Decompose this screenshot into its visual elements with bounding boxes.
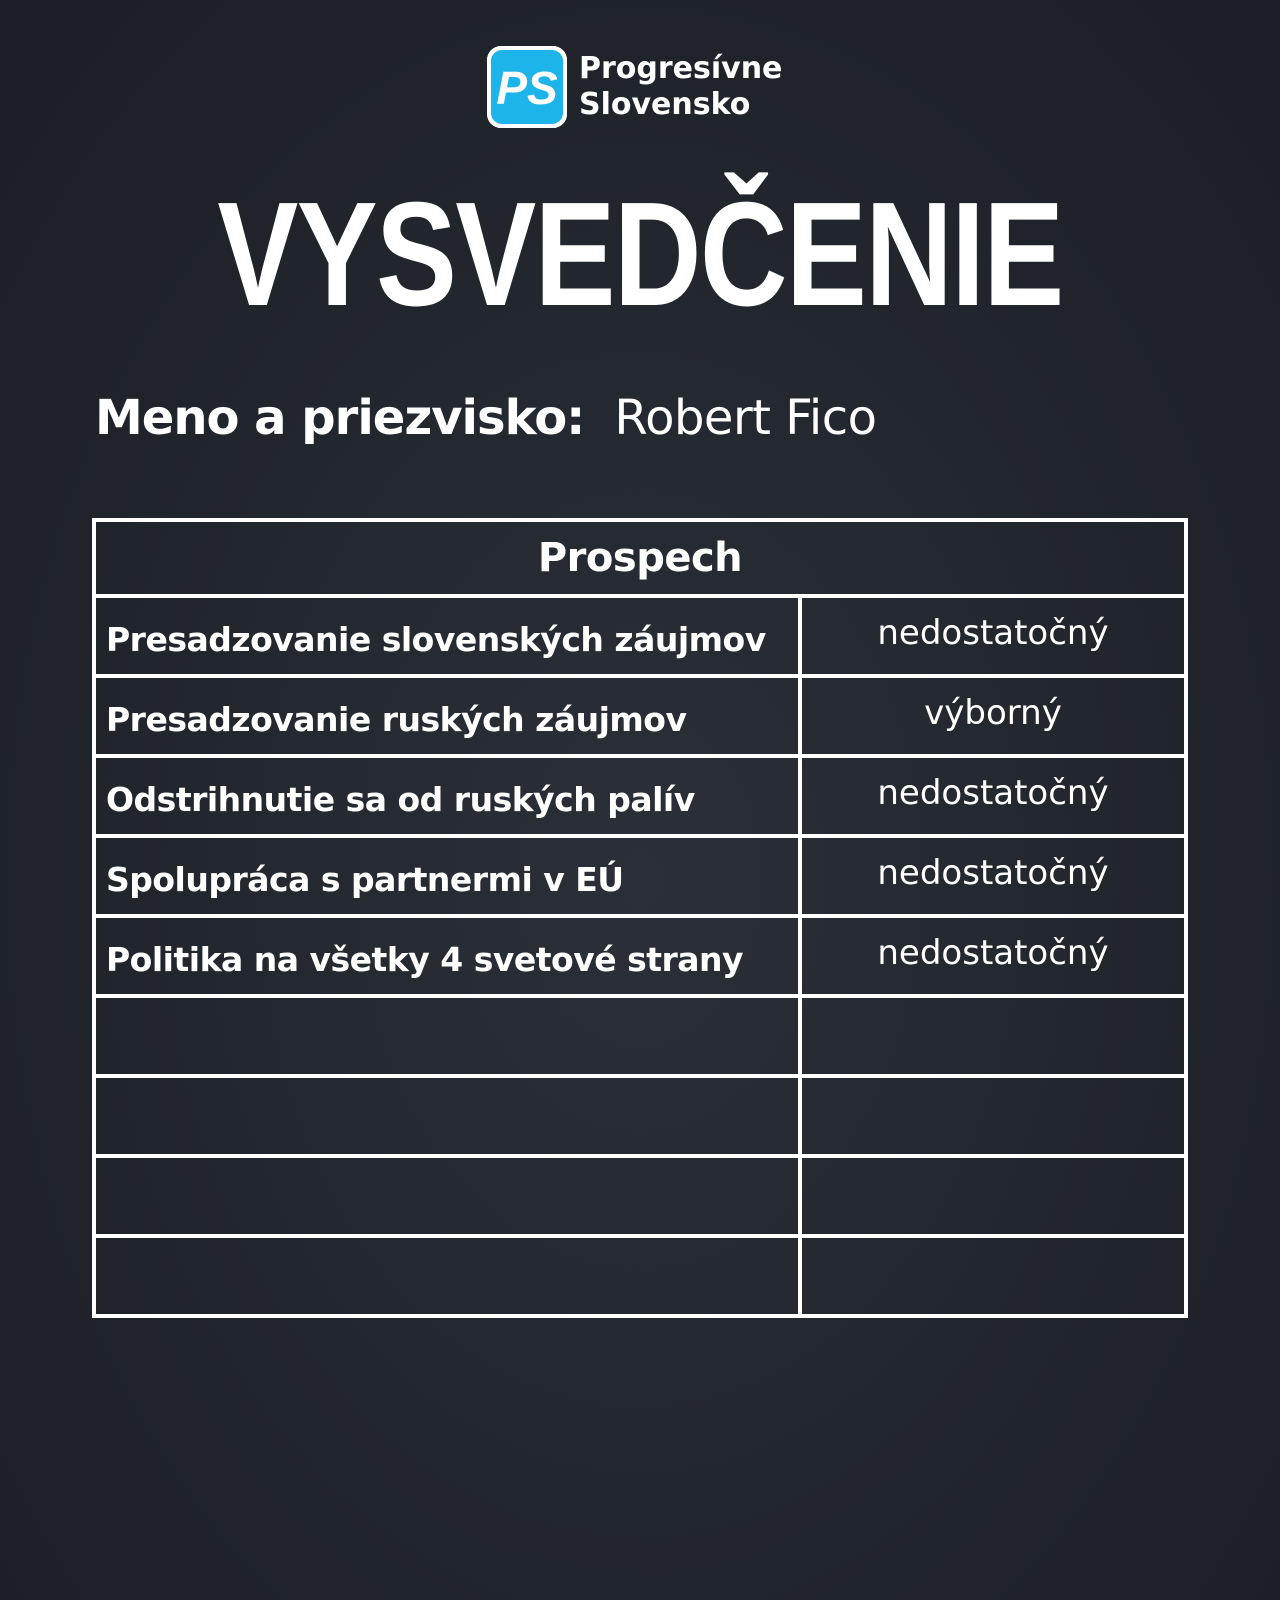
grade-cell [800, 1156, 1186, 1236]
subject-cell [94, 1156, 800, 1236]
ps-logo-icon [487, 46, 567, 128]
table-row [94, 916, 1186, 996]
page-title: VYSVEDČENIE [217, 172, 1063, 337]
table-header-row [94, 520, 1186, 596]
grade-cell: výborný [800, 676, 1186, 756]
name-row [95, 390, 876, 446]
svg-text:PS: PS [496, 62, 558, 114]
grade-cell: nedostatočný [800, 916, 1186, 996]
grades-table [92, 518, 1188, 1318]
grade-cell [800, 996, 1186, 1076]
table-row [94, 996, 1186, 1076]
grade-cell [800, 1236, 1186, 1316]
subject-cell [94, 996, 800, 1076]
table-row [94, 1236, 1186, 1316]
grade-cell: nedostatočný [800, 756, 1186, 836]
logo-wordmark [579, 51, 782, 123]
logo-line-2: Slovensko [579, 87, 751, 122]
subject-cell: Spolupráca s partnermi v EÚ [94, 836, 800, 916]
table-row [94, 756, 1186, 836]
table-row [94, 1156, 1186, 1236]
subject-cell: Presadzovanie ruských záujmov [94, 676, 800, 756]
subject-cell [94, 1236, 800, 1316]
subject-cell: Odstrihnutie sa od ruských palív [94, 756, 800, 836]
table-header: Prospech [94, 520, 1186, 596]
subject-cell [94, 1076, 800, 1156]
name-label: Meno a priezvisko: [95, 390, 585, 446]
party-logo [487, 46, 782, 128]
subject-cell: Presadzovanie slovenských záujmov [94, 596, 800, 676]
grade-cell: nedostatočný [800, 596, 1186, 676]
table-row [94, 676, 1186, 756]
table-row [94, 596, 1186, 676]
subject-cell: Politika na všetky 4 svetové strany [94, 916, 800, 996]
grade-cell: nedostatočný [800, 836, 1186, 916]
table-row [94, 836, 1186, 916]
table-row [94, 1076, 1186, 1156]
logo-line-1: Progresívne [579, 51, 783, 86]
name-value: Robert Fico [614, 390, 877, 446]
grade-cell [800, 1076, 1186, 1156]
